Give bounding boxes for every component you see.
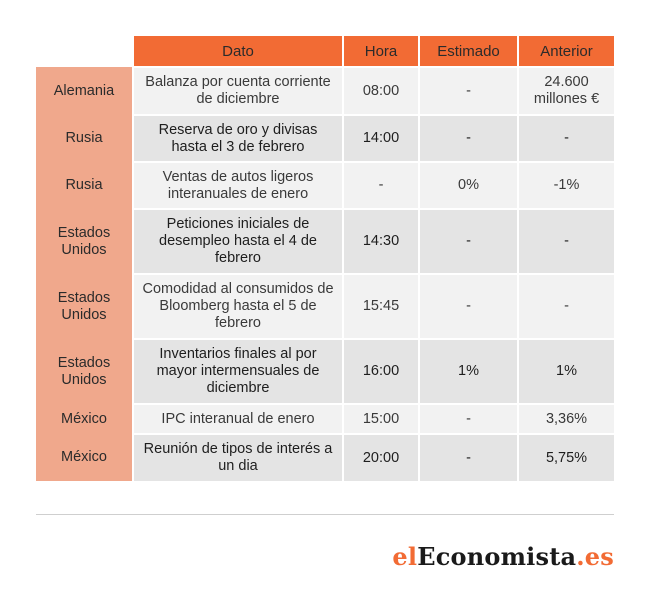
logo-suffix: .es	[576, 542, 614, 571]
header-estimado: Estimado	[419, 36, 518, 67]
dato-cell: Ventas de autos ligeros interanuales de enero	[133, 162, 343, 209]
hora-cell: 15:45	[343, 274, 419, 339]
estimado-cell: -	[419, 434, 518, 481]
economic-calendar-table	[36, 36, 614, 481]
table-row	[36, 274, 614, 339]
estimado-cell: 1%	[419, 339, 518, 404]
anterior-cell: -	[518, 209, 614, 274]
logo-main: Economista	[417, 542, 577, 571]
anterior-cell: 5,75%	[518, 434, 614, 481]
header-dato: Dato	[133, 36, 343, 67]
hora-cell: 16:00	[343, 339, 419, 404]
estimado-cell: -	[419, 209, 518, 274]
table-row	[36, 434, 614, 481]
table-row	[36, 404, 614, 434]
hora-cell: -	[343, 162, 419, 209]
dato-cell: IPC interanual de enero	[133, 404, 343, 434]
table-row	[36, 339, 614, 404]
estimado-cell: -	[419, 404, 518, 434]
anterior-cell: -	[518, 274, 614, 339]
country-cell: Estados Unidos	[36, 274, 133, 339]
country-cell: México	[36, 434, 133, 481]
dato-cell: Reunión de tipos de interés a un dia	[133, 434, 343, 481]
dato-cell: Inventarios finales al por mayor intermensuales de diciembre	[133, 339, 343, 404]
eleconomista-logo	[392, 542, 614, 571]
hora-cell: 08:00	[343, 67, 419, 115]
country-cell: Estados Unidos	[36, 209, 133, 274]
hora-cell: 20:00	[343, 434, 419, 481]
estimado-cell: -	[419, 115, 518, 162]
hora-cell: 14:30	[343, 209, 419, 274]
hora-cell: 15:00	[343, 404, 419, 434]
estimado-cell: -	[419, 67, 518, 115]
hora-cell: 14:00	[343, 115, 419, 162]
table-row	[36, 209, 614, 274]
country-cell: México	[36, 404, 133, 434]
dato-cell: Balanza por cuenta corriente de diciembre	[133, 67, 343, 115]
estimado-cell: -	[419, 274, 518, 339]
footer-divider	[36, 514, 614, 515]
anterior-cell: 1%	[518, 339, 614, 404]
table-row	[36, 115, 614, 162]
dato-cell: Comodidad al consumidos de Bloomberg hasta el 5 de febrero	[133, 274, 343, 339]
header-blank-cell	[36, 36, 133, 67]
table-row	[36, 67, 614, 115]
table-header-row	[36, 36, 614, 67]
estimado-cell: 0%	[419, 162, 518, 209]
dato-cell: Reserva de oro y divisas hasta el 3 de febrero	[133, 115, 343, 162]
country-cell: Rusia	[36, 115, 133, 162]
dato-cell: Peticiones iniciales de desempleo hasta el 4 de febrero	[133, 209, 343, 274]
anterior-cell: 24.600 millones €	[518, 67, 614, 115]
anterior-cell: 3,36%	[518, 404, 614, 434]
country-cell: Alemania	[36, 67, 133, 115]
table-row	[36, 162, 614, 209]
anterior-cell: -	[518, 115, 614, 162]
country-cell: Rusia	[36, 162, 133, 209]
logo-prefix: el	[392, 542, 418, 571]
country-cell: Estados Unidos	[36, 339, 133, 404]
header-hora: Hora	[343, 36, 419, 67]
anterior-cell: -1%	[518, 162, 614, 209]
header-anterior: Anterior	[518, 36, 614, 67]
